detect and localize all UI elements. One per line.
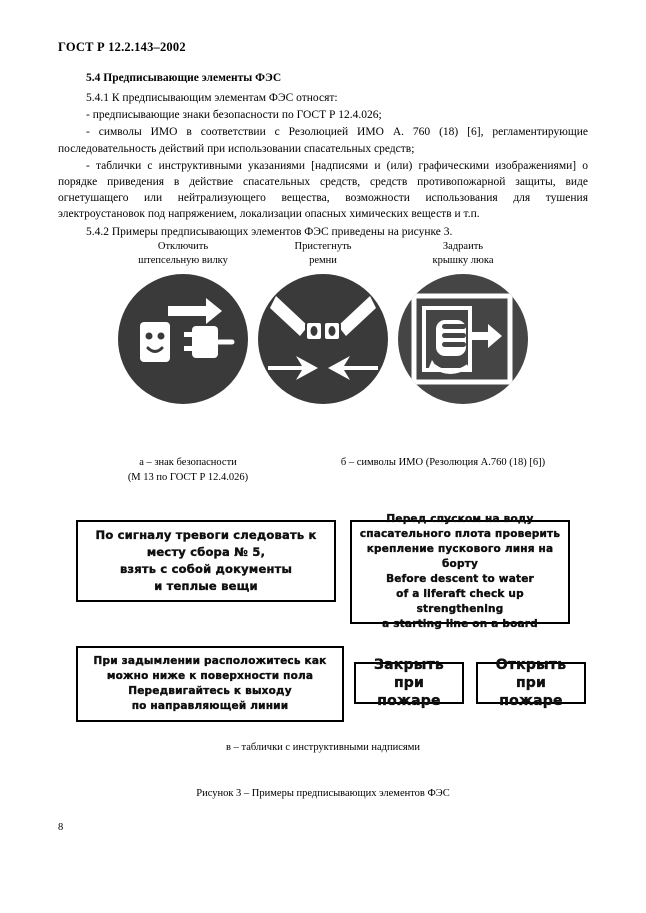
plate-liferaft-check <box>350 513 570 630</box>
plate-liferaft-line4: Before descent to water <box>386 573 534 585</box>
plate-liferaft-line1: Перед спуском на воду <box>386 513 534 525</box>
pictogram-seatbelt-caption-line1: Пристегнуть <box>294 241 352 252</box>
plate-close-line1: Закрыть <box>374 657 444 673</box>
pictogram-row <box>58 240 588 483</box>
plate-smoke-line2: можно ниже к поверхности пола <box>106 670 314 682</box>
plate-close-on-fire <box>354 657 464 709</box>
hatch-cover-pictogram-icon <box>398 274 528 404</box>
subcaption-a-line1: а – знак безопасности <box>139 457 237 468</box>
page-header: ГОСТ Р 12.2.143–2002 <box>58 40 186 54</box>
plate-smoke-line4: по направляющей линии <box>131 700 289 712</box>
figure-caption: Рисунок 3 – Примеры предписывающих элементов ФЭС <box>196 788 450 799</box>
plate-alarm-signal <box>76 520 336 602</box>
paragraph-5-4-2: 5.4.2 Примеры предписывающих элементов ФЭС приведены на рисунке 3. <box>86 225 453 238</box>
unplug-pictogram-icon <box>118 274 248 404</box>
plate-liferaft-line6: a starting line on a board <box>382 618 538 630</box>
plate-liferaft-line3: крепление пускового линя на борту <box>366 543 554 570</box>
plate-close-line2: при пожаре <box>377 675 441 709</box>
plate-alarm-line4: и теплые вещи <box>154 579 258 593</box>
subcaption-a-line2: (М 13 по ГОСТ Р 12.4.026) <box>127 472 249 483</box>
plate-liferaft-line5: of a liferaft check up strengthening <box>396 588 524 615</box>
plate-smoke-instruction <box>76 646 344 722</box>
plate-open-line1: Открыть <box>495 657 567 673</box>
paragraph-5-4-1: 5.4.1 К предписывающим элементам ФЭС относят: <box>86 92 338 104</box>
subcaption-b: б – символы ИМО (Резолюция А.760 (18) [6]) <box>340 457 546 468</box>
paragraph-bullet-plates: - таблички с инструктивными указаниями [надписями и (или) графическими изображениями] о порядке приведения в действие спасательных средств, средств противопожарной защиты, виде огнетушащего или нейтрализующего вещества, возможности использования для тушения электроустановок под напряжением, локализации опасных химических веществ и т.п. <box>58 159 588 221</box>
section-title: 5.4 Предписывающие элементы ФЭС <box>86 72 282 84</box>
plate-alarm-line3: взять с собой документы <box>119 562 293 576</box>
pictogram-unplug-caption-line2: штепсельную вилку <box>138 255 228 266</box>
pictogram-hatch-caption-line1: Задраить <box>442 241 484 252</box>
pictogram-hatch-caption-line2: крышку люка <box>432 255 494 266</box>
subcaption-a <box>98 455 278 485</box>
pictogram-seatbelt-caption-line2: ремни <box>309 255 337 266</box>
plate-smoke-line3: Передвигайтесь к выходу <box>128 685 292 697</box>
page-number: 8 <box>58 822 64 833</box>
subcaption-v: в – таблички с инструктивными надписями <box>226 742 420 753</box>
plate-smoke-line1: При задымлении расположитесь как <box>93 655 327 667</box>
paragraph-bullet-imo: - символы ИМО в соответствии с Резолюцией ИМО А. 760 (18) [6], регламентирующие последовательность действий при использовании спасательных средств; <box>58 126 588 155</box>
plate-alarm-line2: месту сбора № 5, <box>146 545 266 559</box>
pictogram-hatch <box>378 240 548 404</box>
seatbelt-pictogram-icon <box>258 274 388 404</box>
pictogram-unplug-caption-line1: Отключить <box>157 241 209 252</box>
plate-open-on-fire <box>476 657 586 709</box>
plate-liferaft-line2: спасательного плота проверить <box>359 528 561 540</box>
paragraph-bullet-signs: - предписывающие знаки безопасности по ГОСТ Р 12.4.026; <box>86 109 382 122</box>
section-body <box>58 72 588 241</box>
plate-open-line2: при пожаре <box>499 675 563 709</box>
plate-alarm-line1: По сигналу тревоги следовать к <box>95 528 317 542</box>
